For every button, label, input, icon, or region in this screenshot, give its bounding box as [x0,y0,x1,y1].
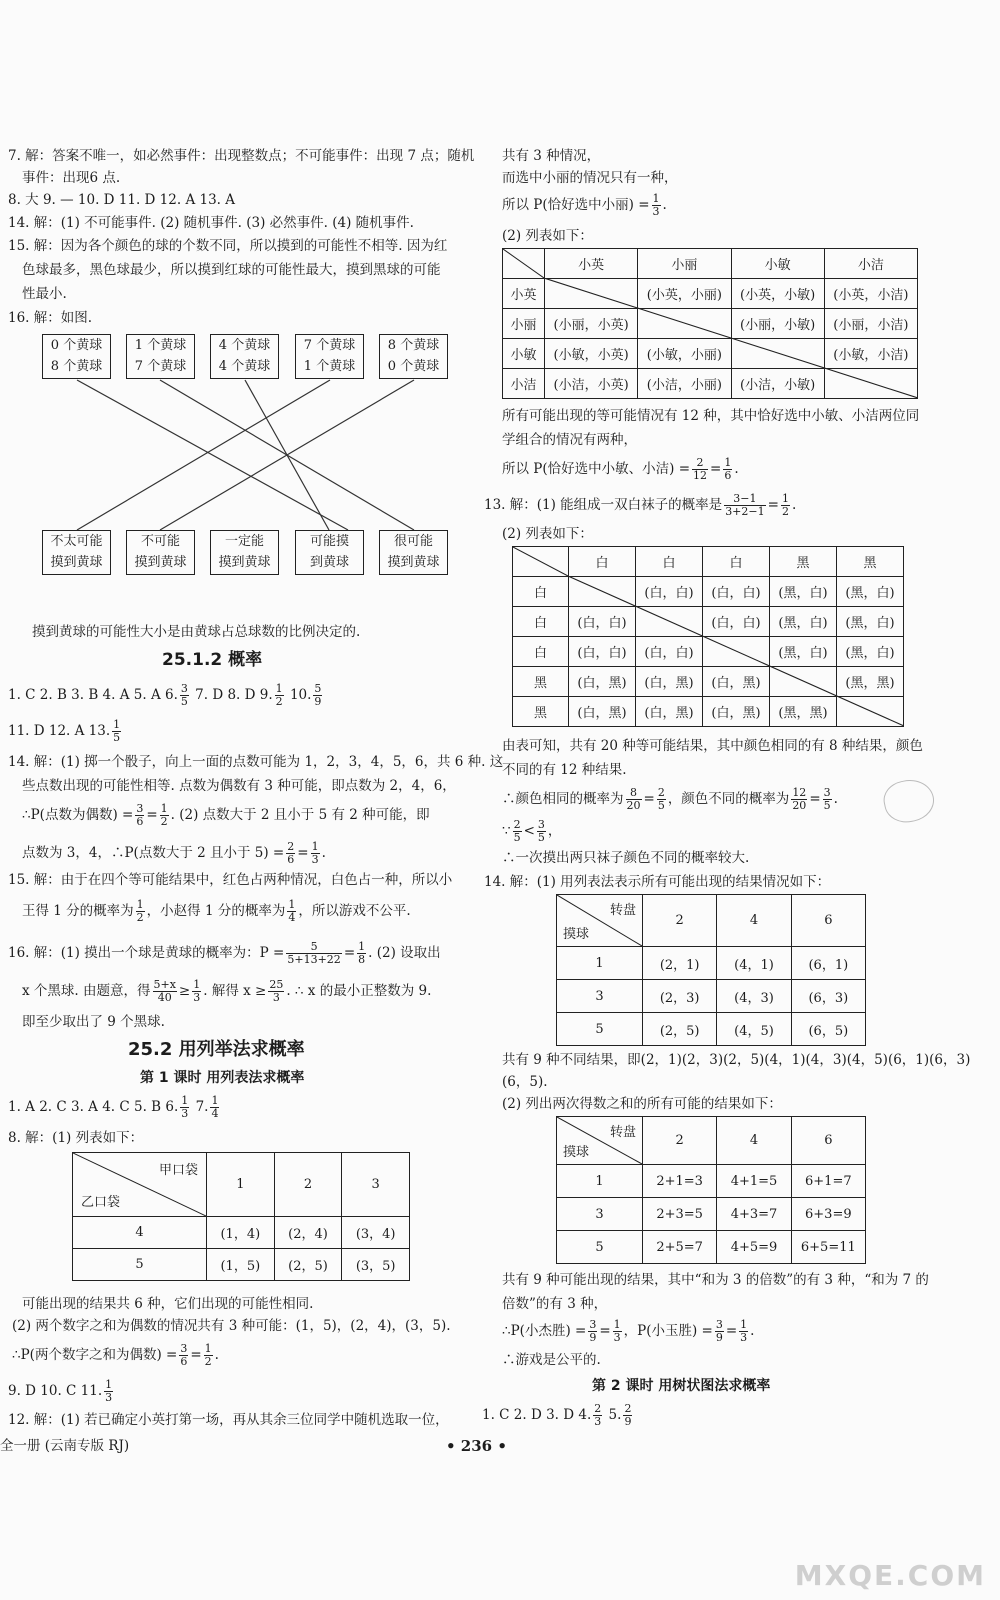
r-line4: (2) 列表如下： [502,228,593,244]
p16-line3: 即至少取出了 9 个黑球. [22,1014,165,1030]
p14-line1: 14. 解：(1) 掷一个骰子，向上一面的点数可能为 1，2，3，4，5，6，共 6 种. 这 [8,754,504,770]
table-row: 1 2+1=3 4+1=5 6+1=7 [557,1165,866,1198]
table-row: 小丽 (小丽，小英) (小丽，小敏) (小丽，小洁) [503,309,918,339]
p14-line4: 点数为 3，4，∴P(点数大于 2 且小于 5) = $\frac{2}{6}$ = $\frac{1}{3}$ . [22,840,326,866]
r-line11: 不同的有 12 种结果. [502,762,627,778]
bottom-box-1: 不太可能 摸到黄球 [42,530,111,575]
table-row: 白 (白，白) (白，白) (黑，白) (黑，白) [513,607,904,637]
table-q8-col: 1 [207,1153,275,1217]
table-q12: 小英 小丽 小敏 小洁 小英 (小英，小丽) (小英，小敏) (小英，小洁) 小丽 (小丽，小英) (小丽，小敏) (小丽，小洁) 小敏 (小敏，小英) (小敏，小丽) (小敏，小洁) 小洁 (小洁，小英) (小洁，小丽) (小洁，小敏) [502,248,918,399]
table-q8 [72,1152,410,1281]
table-q8-col: 2 [274,1153,342,1217]
table-row: 5 (2，5) (4，5) (6，5) [557,1013,866,1046]
table-q8-col: 3 [342,1153,410,1217]
p8-line3: (2) 两个数字之和为偶数的情况共有 3 种可能：(1，5)，(2，4)，(3，5). [12,1318,451,1334]
r-line1: 共有 3 种情况， [502,148,601,164]
table-row: 5 2+5=7 4+5=9 6+5=11 [557,1231,866,1264]
q14-line: 14. 解：(1) 不可能事件. (2) 随机事件. (3) 必然事件. (4) 随机事件. [8,215,414,231]
p12-line1: 12. 解：(1) 若已确定小英打第一场，再从其余三位同学中随机选取一位， [8,1412,449,1428]
table-q14b-corner: 转盘 摸球 [557,1117,643,1165]
r-line3: 所以 P(恰好选中小丽) = $\frac{1}{3}$ . [502,192,667,218]
r-line21: ∴P(小杰胜) = $\frac{3}{9}$ = $\frac{1}{3}$ ，P(小玉胜) = $\frac{3}{9}$ = $\frac{1}{3}$ . [502,1318,755,1344]
page-number: • 236 • [446,1437,507,1455]
p14-line3: ∴P(点数为偶数) = $\frac{3}{6}$ = $\frac{1}{2}$ . (2) 点数大于 2 且小于 5 有 2 种可能，即 [22,802,430,828]
r-line5: 所有可能出现的等可能情况有 12 种，其中恰好选中小敏、小洁两位同 [502,408,920,424]
top-box-3: 4 个黄球 4 个黄球 [210,334,279,379]
matching-lines [0,0,480,600]
lesson-1-title: 第 1 课时 用列表法求概率 [140,1070,305,1086]
table-row: 小英 (小英，小丽) (小英，小敏) (小英，小洁) [503,279,918,309]
answers-block-4: 9. D 10. C 11. $\frac{1}{3}$ [8,1378,113,1404]
q7-line1: 7. 解：答案不唯一，如必然事件：出现整数点；不可能事件：出现 7 点；随机 [8,148,475,164]
table-row: 小敏 (小敏，小英) (小敏，小丽) (小敏，小洁) [503,339,918,369]
p8-line4: ∴P(两个数字之和为偶数) = $\frac{3}{6}$ = $\frac{1}{2}$ . [12,1342,219,1368]
table-row: 1 (2，1) (4，1) (6，1) [557,947,866,980]
table-row: 黑 (白，黑) (白，黑) (白，黑) (黑，黑) [513,697,904,727]
table-q13: 白 白 白 黑 黑 白 (白，白) (白，白) (黑，白) (黑，白) 白 (白，白) (白，白) (黑，白) (黑，白) 白 (白，白) (白，白) (黑，白) (黑，白) 黑 (白，黑) (白，黑) (白，黑) (黑，黑) 黑 (白，黑) (白，黑) (白，黑) (黑，黑) [512,546,904,727]
table-q14b: 转盘 摸球 2 4 6 1 2+1=3 4+1=5 6+1=7 3 2+3=5 4+3=7 6+3=9 5 2+5=7 4+5=9 6+5=11 [556,1116,866,1264]
top-box-1: 0 个黄球 8 个黄球 [42,334,111,379]
r-line17: (6，5). [502,1074,548,1090]
top-box-5: 8 个黄球 0 个黄球 [379,334,448,379]
r-line16: 共有 9 种不同结果，即(2，1)(2，3)(2，5)(4，1)(4，3)(4，5)(6，1)(6，3) [502,1052,971,1068]
r-line12: ∴颜色相同的概率为 $\frac{8}{20}$ = $\frac{2}{5}$ ，颜色不同的概率为 $\frac{12}{20}$ = $\frac{3}{5}$ . [502,786,838,812]
answers-block-3: 1. A 2. C 3. A 4. C 5. B 6. $\frac{1}{3}$ 7. $\frac{1}{4}$ [8,1094,219,1120]
table-q8-corner: 甲口袋 乙口袋 [73,1153,207,1217]
q15-line2: 色球最多，黑色球最少，所以摸到红球的可能性最大，摸到黑球的可能 [22,262,441,278]
top-box-4: 7 个黄球 1 个黄球 [295,334,364,379]
bottom-box-5: 很可能 摸到黄球 [379,530,448,575]
r-line22: ∴游戏是公平的. [502,1352,601,1368]
bottom-box-4: 可能摸 到黄球 [295,530,364,575]
table-row: 白 (白，白) (白，白) (黑，白) (黑，白) [513,637,904,667]
answers-block-2: 11. D 12. A 13. $\frac{1}{5}$ [8,718,121,744]
section-title-25-1-2: 25.1.2 概率 [162,650,263,670]
r-line13: ∵ $\frac{2}{5}$ < $\frac{3}{5}$ ， [502,818,562,844]
q16-note: 摸到黄球的可能性大小是由黄球占总球数的比例决定的. [32,624,361,640]
top-box-2: 1 个黄球 7 个黄球 [126,334,195,379]
table-row: 3 2+3=5 4+3=7 6+3=9 [557,1198,866,1231]
r-line20: 倍数”的有 3 种， [502,1296,608,1312]
r-line19: 共有 9 种可能出现的结果，其中“和为 3 的倍数”的有 3 种，“和为 7 的 [502,1272,929,1288]
table-q13-diagonal [568,576,904,726]
table-q14a: 转盘 摸球 2 4 6 1 (2，1) (4，1) (6，1) 3 (2，3) (4，3) (6，3) 5 (2，5) (4，5) (6，5) [556,894,866,1046]
r-line14: ∴一次摸出两只袜子颜色不同的概率较大. [502,850,750,866]
r-line7: 所以 P(恰好选中小敏、小洁) = $\frac{2}{12}$ = $\frac{1}{6}$ . [502,456,739,482]
bottom-box-3: 一定能 摸到黄球 [210,530,279,575]
q15-line1: 15. 解：因为各个颜色的球的个数不同，所以摸到的可能性不相等. 因为红 [8,238,448,254]
p15-line1: 15. 解：由于在四个等可能结果中，红色占两种情况，白色占一种，所以小 [8,872,453,888]
lesson-2-title: 第 2 课时 用树状图法求概率 [592,1378,771,1394]
table-row: 5 (1，5) (2，5) (3，5) [73,1249,410,1281]
q16-line: 16. 解：如图. [8,310,93,326]
p15-line2: 王得 1 分的概率为 $\frac{1}{2}$ ，小赵得 1 分的概率为 $\frac{1}{4}$ ，所以游戏不公平. [22,898,411,924]
bottom-box-2: 不可能 摸到黄球 [126,530,195,575]
q15-line3: 性最小. [22,286,67,302]
p8-line2: 可能出现的结果共 6 种，它们出现的可能性相同. [22,1296,314,1312]
table-row: 3 (2，3) (4，3) (6，3) [557,980,866,1013]
r-line2: 而选中小丽的情况只有一种， [502,170,678,186]
r-line10: 由表可知，共有 20 种等可能结果，其中颜色相同的有 8 种结果，颜色 [502,738,923,754]
answers-block-1: 1. C 2. B 3. B 4. A 5. A 6. $\frac{3}{5}$ 7. D 8. D 9. $\frac{1}{2}$ 10. $\frac{5}{9}$ [8,682,322,708]
table-q12-diagonal [544,278,918,398]
p14-line2: 些点数出现的可能性相等. 点数为偶数有 3 种可能，即点数为 2，4，6， [22,778,456,794]
r-line9: (2) 列表如下： [502,526,593,542]
watermark: MXQE.COM [794,1559,986,1592]
table-q14a-corner: 转盘 摸球 [557,895,643,947]
table-row: 4 (1，4) (2，4) (3，4) [73,1217,410,1249]
stamp-icon [880,775,938,826]
p16-line1: 16. 解：(1) 摸出一个球是黄球的概率为：P = $\frac{5}{5+13+22}$ = $\frac{1}{8}$ . (2) 设取出 [8,940,441,966]
table-row: 白 (白，白) (白，白) (黑，白) (黑，白) [513,577,904,607]
r-line15: 14. 解：(1) 用列表法表示所有可能出现的结果情况如下： [484,874,831,890]
answers-8-13: 8. 大 9. — 10. D 11. D 12. A 13. A [8,192,235,208]
r-line6: 学组合的情况有两种， [502,432,637,448]
answers-block-5: 1. C 2. D 3. D 4. $\frac{2}{3}$ 5. $\frac{2}{9}$ [482,1402,632,1428]
r-line8: 13. 解：(1) 能组成一双白袜子的概率是 $\frac{3-1}{3+2-1}$ = $\frac{1}{2}$ . [484,492,797,518]
q7-line2: 事件：出现6 点. [22,170,121,186]
r-line18: (2) 列出两次得数之和的所有可能的结果如下： [502,1096,782,1112]
table-row: 小洁 (小洁，小英) (小洁，小丽) (小洁，小敏) [503,369,918,399]
p8-line1: 8. 解：(1) 列表如下： [8,1130,144,1146]
section-title-25-2: 25.2 用列举法求概率 [128,1039,305,1060]
p16-line2: x 个黑球. 由题意，得 $\frac{5+x}{40}$ ≥ $\frac{1}{3}$ . 解得 x ≥ $\frac{25}{3}$ . ∴ x 的最小正整数为 9. [22,978,432,1004]
footer-book-title: 全一册 (云南专版 RJ) [0,1438,130,1454]
table-row: 黑 (白，黑) (白，黑) (白，黑) (黑，黑) [513,667,904,697]
